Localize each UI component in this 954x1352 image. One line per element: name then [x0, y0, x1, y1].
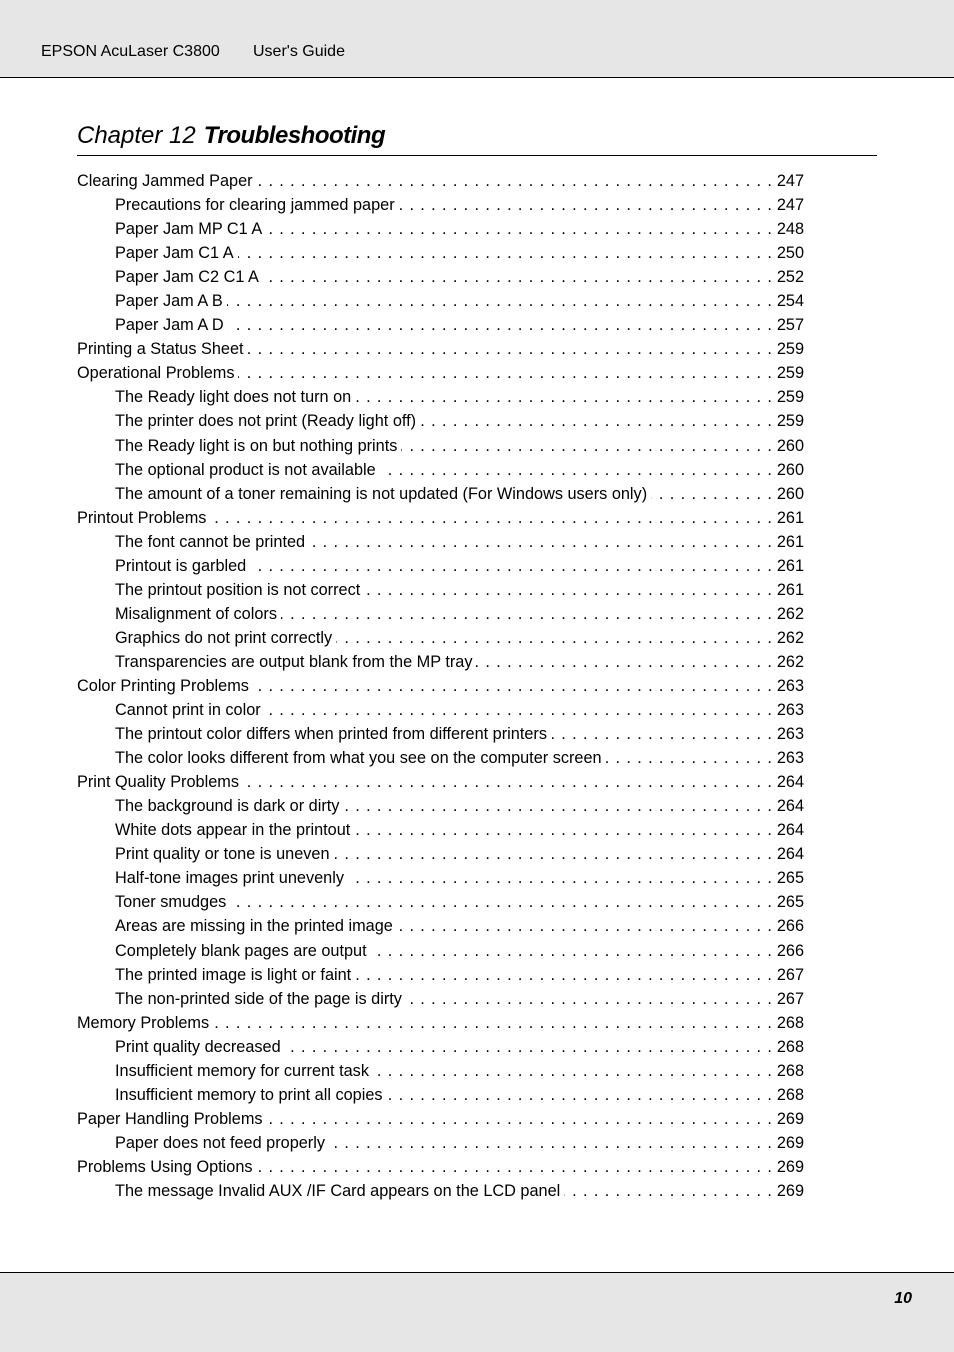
toc-entry-label[interactable]: The font cannot be printed: [115, 532, 306, 551]
dot-leader: [285, 1035, 773, 1059]
dot-leader: [267, 1107, 773, 1131]
toc-entry-label[interactable]: Completely blank pages are output: [115, 941, 367, 960]
toc-entry-page[interactable]: 250: [776, 244, 804, 263]
product-name: EPSON AcuLaser C3800: [41, 43, 220, 60]
toc-subentry[interactable]: [77, 1059, 804, 1083]
dot-leader: [355, 385, 773, 409]
toc-entry-page[interactable]: 261: [776, 532, 804, 551]
toc-entry-page[interactable]: 257: [776, 316, 804, 335]
toc-entry-label[interactable]: Cannot print in color: [115, 701, 261, 720]
toc-subentry[interactable]: [77, 650, 804, 674]
dot-leader: [263, 265, 773, 289]
toc-entry-page[interactable]: 263: [776, 676, 804, 695]
toc-entry-label[interactable]: Clearing Jammed Paper: [77, 172, 253, 190]
toc-subentry[interactable]: [77, 409, 804, 433]
toc-entry-page[interactable]: 247: [776, 172, 804, 190]
toc-subentry[interactable]: [77, 482, 804, 506]
chapter-number: Chapter 12: [77, 122, 196, 149]
toc-entry-label[interactable]: Color Printing Problems: [77, 676, 249, 695]
toc-subentry[interactable]: [77, 217, 804, 241]
toc-entry-label[interactable]: The printout color differs when printed from different printers: [115, 725, 547, 744]
toc-entry-page[interactable]: 260: [776, 436, 804, 455]
toc-subentry[interactable]: [77, 842, 804, 866]
toc-entry-label[interactable]: Problems Using Options: [77, 1157, 253, 1176]
dot-leader: [228, 313, 773, 337]
toc-subentry[interactable]: [77, 890, 804, 914]
dot-leader: [355, 963, 773, 987]
dot-leader: [210, 506, 772, 530]
toc-entry-label[interactable]: Insufficient memory for current task: [115, 1061, 369, 1080]
dot-leader: [564, 1179, 773, 1203]
toc-entry-label[interactable]: The amount of a toner remaining is not updated (For Windows users only): [115, 484, 648, 503]
toc-entry-page[interactable]: 254: [776, 292, 804, 311]
toc-subentry[interactable]: [77, 193, 804, 217]
toc-entry-label[interactable]: The Ready light is on but nothing prints: [115, 436, 398, 455]
toc-entry-page[interactable]: 261: [776, 556, 804, 575]
dot-leader: [266, 217, 773, 241]
toc-subentry[interactable]: [77, 914, 804, 938]
toc-entry-page[interactable]: 267: [776, 965, 804, 984]
chapter-heading: [77, 122, 877, 156]
toc-entry-label[interactable]: Paper does not feed properly: [115, 1133, 325, 1152]
toc-subentry[interactable]: [77, 554, 804, 578]
toc-entry-page[interactable]: 260: [776, 460, 804, 479]
toc-entry-page[interactable]: 265: [776, 893, 804, 912]
dot-leader: [230, 890, 773, 914]
dot-leader: [257, 1155, 773, 1179]
dot-leader: [257, 169, 773, 193]
dot-leader: [248, 337, 773, 361]
toc-entry-page[interactable]: 260: [776, 484, 804, 503]
toc-subentry[interactable]: [77, 746, 804, 770]
toc-entry[interactable]: [77, 770, 804, 794]
dot-leader: [334, 842, 773, 866]
toc-entry[interactable]: [77, 1011, 804, 1035]
toc-entry-label[interactable]: The printout position is not correct: [115, 580, 361, 599]
toc-entry-page[interactable]: 262: [776, 628, 804, 647]
toc-entry-label[interactable]: Graphics do not print correctly: [115, 628, 333, 647]
toc-entry-page[interactable]: 267: [776, 989, 804, 1008]
toc-entry-page[interactable]: 247: [776, 196, 804, 215]
toc-entry-page[interactable]: 266: [776, 941, 804, 960]
toc-entry-label[interactable]: Print quality or tone is uneven: [115, 845, 330, 864]
toc-entry[interactable]: [77, 361, 804, 385]
toc-entry-page[interactable]: 259: [776, 412, 804, 431]
toc-entry-label[interactable]: The background is dark or dirty: [115, 797, 340, 816]
dot-leader: [606, 746, 773, 770]
dot-leader: [371, 939, 773, 963]
toc-entry-page[interactable]: 261: [776, 508, 804, 527]
toc-entry-page[interactable]: 269: [776, 1181, 804, 1200]
dot-leader: [387, 1083, 773, 1107]
toc-entry-label[interactable]: Operational Problems: [77, 364, 235, 383]
toc-entry-page[interactable]: 263: [776, 749, 804, 768]
toc-entry-page[interactable]: 252: [776, 268, 804, 287]
toc-entry-label[interactable]: The printed image is light or faint: [115, 965, 352, 984]
toc-entry-page[interactable]: 259: [776, 364, 804, 383]
toc-entry-page[interactable]: 262: [776, 604, 804, 623]
toc-entry[interactable]: [77, 1107, 804, 1131]
toc-entry-page[interactable]: 266: [776, 917, 804, 936]
dot-leader: [281, 602, 773, 626]
toc-entry-label[interactable]: Print Quality Problems: [77, 773, 239, 792]
toc-entry-page[interactable]: 268: [776, 1037, 804, 1056]
toc-entry-page[interactable]: 268: [776, 1061, 804, 1080]
toc-entry-label[interactable]: Toner smudges: [115, 893, 227, 912]
toc-subentry[interactable]: [77, 241, 804, 265]
dot-leader: [329, 1131, 773, 1155]
toc-subentry[interactable]: [77, 963, 804, 987]
toc-entry-label[interactable]: The optional product is not available: [115, 460, 376, 479]
toc-subentry[interactable]: [77, 987, 804, 1011]
dot-leader: [476, 650, 772, 674]
dot-leader: [551, 722, 773, 746]
toc-entry-label[interactable]: Paper Jam A D: [115, 316, 224, 335]
toc-entry-page[interactable]: 248: [776, 220, 804, 239]
toc-entry-label[interactable]: Printout is garbled: [115, 556, 247, 575]
toc-entry[interactable]: [77, 169, 804, 193]
toc-entry-page[interactable]: 263: [776, 725, 804, 744]
toc-subentry[interactable]: [77, 289, 804, 313]
toc-entry-label[interactable]: Paper Jam A B: [115, 292, 223, 311]
toc-entry-page[interactable]: 263: [776, 701, 804, 720]
toc-entry-label[interactable]: The Ready light does not turn on: [115, 388, 352, 407]
toc-entry-label[interactable]: Print quality decreased: [115, 1037, 281, 1056]
table-of-contents: [77, 169, 804, 1203]
toc-subentry[interactable]: [77, 1083, 804, 1107]
toc-entry-label[interactable]: The printer does not print (Ready light off): [115, 412, 417, 431]
dot-leader: [401, 434, 772, 458]
toc-entry-label[interactable]: White dots appear in the printout: [115, 821, 351, 840]
toc-subentry[interactable]: [77, 794, 804, 818]
dot-leader: [238, 361, 772, 385]
toc-subentry[interactable]: [77, 313, 804, 337]
dot-leader: [364, 578, 773, 602]
dot-leader: [399, 193, 773, 217]
toc-entry-label[interactable]: Misalignment of colors: [115, 604, 277, 623]
toc-entry-label[interactable]: Transparencies are output blank from the MP tray: [115, 652, 473, 671]
toc-entry-label[interactable]: Memory Problems: [77, 1013, 210, 1032]
toc-subentry[interactable]: [77, 1035, 804, 1059]
dot-leader: [348, 866, 773, 890]
toc-entry[interactable]: [77, 506, 804, 530]
toc-entry-page[interactable]: 264: [776, 821, 804, 840]
dot-leader: [651, 482, 773, 506]
toc-entry-label[interactable]: The non-printed side of the page is dirty: [115, 989, 402, 1008]
dot-leader: [243, 770, 773, 794]
chapter-title: Troubleshooting: [203, 122, 386, 149]
toc-entry-page[interactable]: 265: [776, 869, 804, 888]
toc-subentry[interactable]: [77, 866, 804, 890]
toc-subentry[interactable]: [77, 385, 804, 409]
page-number: 10: [894, 1290, 912, 1307]
toc-entry-page[interactable]: 268: [776, 1085, 804, 1104]
toc-entry[interactable]: [77, 674, 804, 698]
toc-entry[interactable]: [77, 1155, 804, 1179]
toc-entry-page[interactable]: 269: [776, 1133, 804, 1152]
dot-leader: [250, 554, 773, 578]
toc-subentry[interactable]: [77, 698, 804, 722]
dot-leader: [373, 1059, 773, 1083]
toc-entry-label[interactable]: Paper Jam C1 A: [115, 244, 234, 263]
toc-entry-page[interactable]: 259: [776, 340, 804, 359]
toc-entry[interactable]: [77, 337, 804, 361]
toc-entry-page[interactable]: 259: [776, 388, 804, 407]
toc-entry-label[interactable]: Precautions for clearing jammed paper: [115, 196, 395, 215]
toc-subentry[interactable]: [77, 458, 804, 482]
toc-entry-page[interactable]: 264: [776, 773, 804, 792]
toc-subentry[interactable]: [77, 265, 804, 289]
dot-leader: [420, 409, 773, 433]
dot-leader: [397, 914, 773, 938]
toc-entry-label[interactable]: Printing a Status Sheet: [77, 340, 244, 359]
dot-leader: [238, 241, 773, 265]
toc-subentry[interactable]: [77, 530, 804, 554]
toc-subentry[interactable]: [77, 602, 804, 626]
toc-subentry[interactable]: [77, 578, 804, 602]
dot-leader: [309, 530, 773, 554]
toc-entry-page[interactable]: 264: [776, 797, 804, 816]
toc-entry-page[interactable]: 262: [776, 652, 804, 671]
toc-subentry[interactable]: [77, 722, 804, 746]
guide-title: User's Guide: [253, 43, 345, 60]
toc-subentry[interactable]: [77, 818, 804, 842]
toc-subentry[interactable]: [77, 626, 804, 650]
toc-subentry[interactable]: [77, 1179, 804, 1203]
dot-leader: [380, 458, 773, 482]
toc-entry-label[interactable]: Paper Jam C2 C1 A: [115, 268, 259, 287]
toc-subentry[interactable]: [77, 434, 804, 458]
toc-entry-page[interactable]: 264: [776, 845, 804, 864]
dot-leader: [406, 987, 773, 1011]
toc-entry-label[interactable]: Printout Problems: [77, 508, 207, 527]
dot-leader: [265, 698, 773, 722]
toc-entry-page[interactable]: 269: [776, 1109, 804, 1128]
toc-entry-label[interactable]: Insufficient memory to print all copies: [115, 1085, 383, 1104]
dot-leader: [213, 1011, 773, 1035]
toc-entry-label[interactable]: Areas are missing in the printed image: [115, 917, 393, 936]
toc-entry-label[interactable]: The message Invalid AUX /IF Card appears on the LCD panel: [115, 1181, 561, 1200]
toc-entry-label[interactable]: The color looks different from what you see on the computer screen: [115, 749, 602, 768]
page-footer: [0, 1272, 954, 1352]
toc-entry-label[interactable]: Paper Handling Problems: [77, 1109, 263, 1128]
page-header: [0, 0, 954, 78]
dot-leader: [253, 674, 773, 698]
toc-entry-page[interactable]: 268: [776, 1013, 804, 1032]
dot-leader: [227, 289, 773, 313]
dot-leader: [336, 626, 773, 650]
dot-leader: [343, 794, 772, 818]
toc-entry-page[interactable]: 261: [776, 580, 804, 599]
toc-subentry[interactable]: [77, 939, 804, 963]
toc-entry-page[interactable]: 269: [776, 1157, 804, 1176]
toc-entry-label[interactable]: Half-tone images print unevenly: [115, 869, 344, 888]
toc-entry-label[interactable]: Paper Jam MP C1 A: [115, 220, 263, 239]
toc-subentry[interactable]: [77, 1131, 804, 1155]
dot-leader: [354, 818, 773, 842]
